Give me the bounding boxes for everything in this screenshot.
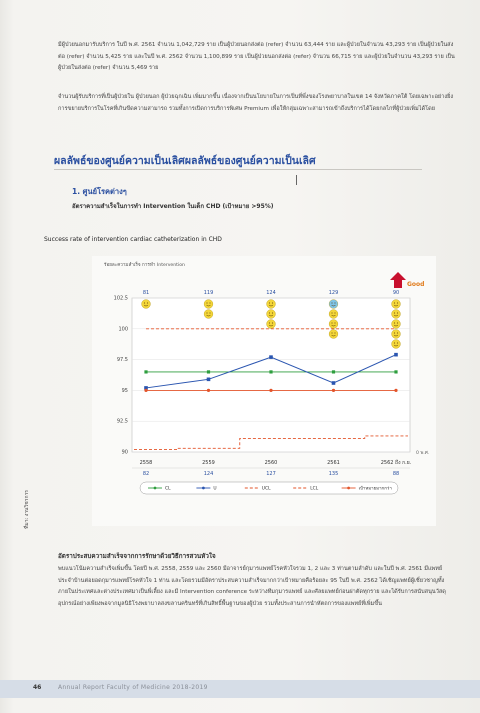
smiley-icon (267, 300, 276, 309)
x-tick-label: 2558 (139, 460, 153, 466)
cursor-tick (296, 175, 297, 185)
smiley-eye (331, 302, 332, 303)
y-axis-title: ร้อยละความสำเร็จ การทำ Intervention (104, 263, 185, 268)
legend-label: เป้าหมายมากกว่า (358, 486, 392, 492)
page-number: 46 (33, 684, 42, 691)
smiley-eye (209, 302, 210, 303)
smiley-icon (267, 310, 276, 319)
smiley-icon (142, 300, 151, 309)
legend-marker (202, 487, 205, 490)
smiley-eye (394, 332, 395, 333)
x-tick-label: 2562 ถึง ก.ย. (380, 460, 412, 466)
smiley-icon (204, 300, 213, 309)
smiley-face (267, 310, 276, 319)
y-tick-label: 97.5 (116, 357, 128, 364)
x-tick-label: 2560 (264, 460, 278, 466)
smiley-icon (392, 320, 401, 329)
smiley-face (392, 310, 401, 319)
legend-marker (347, 487, 350, 490)
smiley-icon (392, 310, 401, 319)
point-target (144, 389, 147, 392)
smiley-face (392, 320, 401, 329)
point-u (394, 353, 398, 357)
smiley-eye (397, 342, 398, 343)
smiley-icon (329, 320, 338, 329)
smiley-face (392, 300, 401, 309)
smiley-eye (331, 322, 332, 323)
x-tick-label: 2561 (327, 460, 340, 466)
good-label: Good (407, 281, 425, 288)
legend-label: CL (165, 486, 171, 492)
smiley-icon (329, 310, 338, 319)
smiley-eye (269, 302, 270, 303)
x-unit-note: 0 พ.ศ. (416, 451, 430, 456)
x-count-label: 127 (266, 471, 276, 477)
smiley-eye (397, 302, 398, 303)
smiley-face (392, 330, 401, 339)
smiley-eye (397, 312, 398, 313)
point-cl (207, 370, 210, 373)
point-target (332, 389, 335, 392)
smiley-eye (397, 332, 398, 333)
paragraph-3: พบแนวโน้มความสำเร็จเพิ่มขึ้น โดยปี พ.ศ. 2558, 2559 และ 2560 มีอาจารย์กุมารแพทย์โรคหัวใจรวม 1, 2 และ 3 ท่านตามลำดับ และในปี พ.ศ. 2561 มีแพทย์ประจำบ้านต่อยอดกุมารแพทย์โรคหัวใจ 1 ท่าน และโดยรวมมีอัตราประสบความสำเร็จมากกว่าเป้าหมายคือร้อยละ 95 ในปี พ.ศ. 2562 ได้เชิญแพทย์ผู้เชี่ยวชาญทั้งภายในประเทศและต่างประเทศมาเป็นพี่เลี้ยง และมี Intervention conference ระหว่างทีมกุมารแพทย์ และศัลยแพทย์ก่อนผ่าตัดทุกราย และได้รับการสนับสนุนวัสดุอุปกรณ์อย่างเพียงพอจากมูลนิธิโรงพยาบาลสงขลานครินทร์ที่เกินสิทธิ์พื้นฐานของผู้ป่วย รวมทั้งประสานการนำหัตถการของแพทย์ที่เพิ่มขึ้น (58, 566, 446, 607)
smiley-eye (334, 332, 335, 333)
y-tick-label: 95 (121, 387, 128, 394)
x-count-label: 124 (203, 471, 214, 477)
point-cl (332, 370, 335, 373)
good-indicator (390, 272, 424, 288)
top-count-label: 81 (142, 290, 150, 296)
smiley-eye (209, 312, 210, 313)
smiley-eye (147, 302, 148, 303)
smiley-eye (206, 302, 207, 303)
legend-label: U (213, 486, 217, 492)
section-divider (54, 169, 422, 170)
smiley-eye (206, 312, 207, 313)
smiley-face (329, 330, 338, 339)
discussion-heading: อัตราประสบความสำเร็จจากการรักษาด้วยวิธีการสวนหัวใจ (58, 553, 216, 560)
smiley-icon (329, 330, 338, 339)
y-tick-label: 92.5 (116, 418, 128, 425)
chart-panel (92, 256, 436, 526)
smiley-eye (334, 302, 335, 303)
y-tick-label: 102.5 (113, 295, 128, 302)
x-count-label: 135 (328, 471, 339, 477)
point-target (269, 389, 272, 392)
source-note: ที่มา: งานวิชาการ (24, 490, 30, 529)
smiley-face (267, 300, 276, 309)
paragraph-1: มีผู้ป่วยนอกมารับบริการ ในปี พ.ศ. 2561 จำนวน 1,042,729 ราย เป็นผู้ป่วยนอกส่งต่อ (refer) จำนวน 63,444 ราย และผู้ป่วยในจำนวน 43,293 ราย เป็นผู้ป่วยในส่งต่อ (refer) จำนวน 5,425 ราย และในปี พ.ศ. 2562 จำนวน 1,100,899 ราย เป็นผู้ป่วยนอกส่งต่อ (refer) จำนวน 66,715 ราย และผู้ป่วยในจำนวน 43,293 ราย เป็นผู้ป่วยในส่งต่อ (refer) จำนวน 5,469 ราย (58, 42, 455, 71)
chart-legend (140, 482, 398, 494)
control-chart (92, 256, 436, 526)
chart-caption: Success rate of intervention cardiac catheterization in CHD (44, 236, 222, 243)
top-count-label: 119 (203, 290, 214, 296)
smiley-eye (334, 322, 335, 323)
point-cl (269, 370, 272, 373)
top-count-label: 124 (266, 290, 276, 296)
x-tick-label: 2559 (202, 460, 215, 466)
smiley-eye (272, 322, 273, 323)
smiley-icon (392, 340, 401, 349)
point-target (207, 389, 210, 392)
smiley-face (392, 340, 401, 349)
point-cl (144, 370, 147, 373)
section-title: ผลลัพธ์ของศูนย์ความเป็นเลิศผลลัพธ์ของศูนย์ความเป็นเลิศ (54, 155, 316, 167)
top-count-label: 90 (392, 290, 400, 296)
smiley-eye (272, 302, 273, 303)
smiley-face (329, 310, 338, 319)
smiley-eye (394, 342, 395, 343)
y-tick-label: 90 (121, 449, 128, 456)
legend-label: LCL (310, 486, 319, 492)
smiley-eye (269, 322, 270, 323)
legend-marker (154, 487, 157, 490)
paragraph-2: จำนวนผู้รับบริการที่เป็นผู้ป่วยใน ผู้ป่วยนอก ผู้ป่วยฉุกเฉิน เพิ่มมากขึ้น เนื่องจากเป็นนโยบายในการเป็นที่พึ่งของโรงพยาบาลในเขต 14 จังหวัดภาคใต้ โดยเฉพาะอย่างยิ่งการขยายบริการในโรคที่เกินขีดความสามารถ รวมทั้งการเปิดการบริการพิเศษ Premium เพื่อให้กลุ่มเฉพาะสามารถเข้าถึงบริการได้โดยกลไกที่ผู้ป่วยเพิ่มได้โดย (58, 94, 454, 112)
smiley-face (329, 300, 338, 309)
smiley-eye (269, 312, 270, 313)
point-target (394, 389, 397, 392)
smiley-eye (394, 302, 395, 303)
smiley-eye (331, 312, 332, 313)
smiley-icon (329, 300, 338, 309)
point-u (269, 355, 273, 359)
smiley-eye (144, 302, 145, 303)
y-tick-label: 100 (118, 326, 128, 333)
smiley-face (204, 310, 213, 319)
point-u (332, 381, 336, 385)
smiley-eye (272, 312, 273, 313)
smiley-eye (334, 312, 335, 313)
point-u (207, 378, 211, 382)
smiley-face (267, 320, 276, 329)
smiley-icon (267, 320, 276, 329)
smiley-eye (394, 322, 395, 323)
smiley-face (142, 300, 151, 309)
x-count-label: 88 (392, 471, 400, 477)
subsection-heading: 1. ศูนย์โรคต่างๆ (72, 187, 127, 196)
smiley-face (204, 300, 213, 309)
smiley-face (329, 320, 338, 329)
smiley-eye (394, 312, 395, 313)
smiley-icon (392, 330, 401, 339)
smiley-icon (204, 310, 213, 319)
point-cl (394, 370, 397, 373)
footer-text: Annual Report Faculty of Medicine 2018-2019 (58, 684, 208, 691)
smiley-eye (331, 332, 332, 333)
top-count-label: 129 (328, 290, 339, 296)
chart-subtitle: อัตราความสำเร็จในการทำ Intervention ในเด็ก CHD (เป้าหมาย >95%) (72, 203, 274, 210)
legend-label: UCL (261, 486, 271, 492)
smiley-icon (392, 300, 401, 309)
x-count-label: 82 (142, 471, 150, 477)
smiley-eye (397, 322, 398, 323)
good-arrow-icon (390, 272, 406, 288)
x-axis-labels (132, 459, 412, 477)
